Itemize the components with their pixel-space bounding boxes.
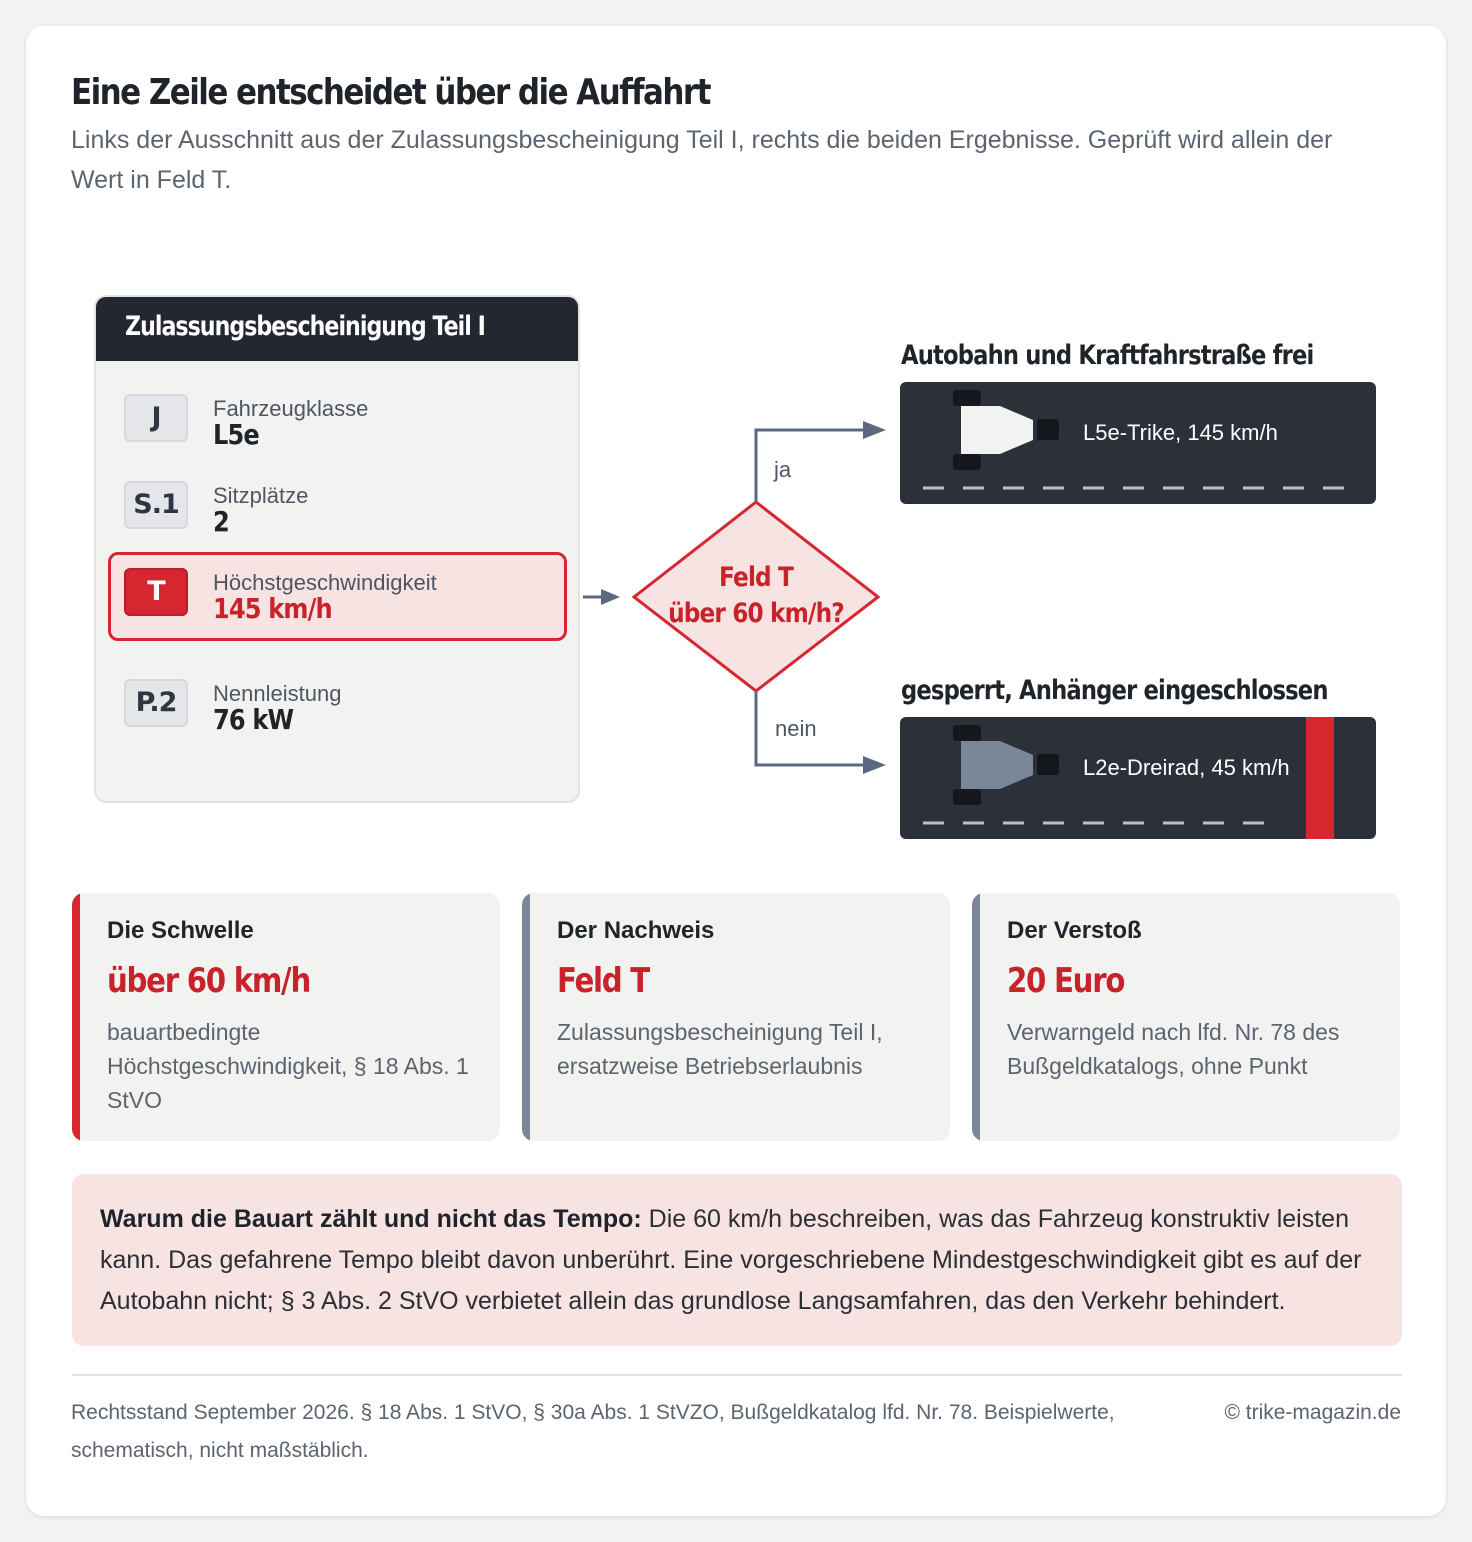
stat-description: Verwarngeld nach lfd. Nr. 78 des Bußgeldkatalogs, ohne Punkt	[1007, 1019, 1340, 1079]
stat-value: über 60 km/h	[107, 961, 310, 1001]
field-code-p2: P.2	[124, 679, 188, 727]
decision-line-1: Feld T	[718, 562, 794, 593]
stat-card-threshold	[72, 893, 500, 1141]
field-code-t: T	[124, 568, 188, 616]
field-value-fahrzeugklasse: L5e	[213, 418, 259, 451]
stat-card-violation	[972, 893, 1400, 1141]
stat-accent-bar	[972, 893, 980, 1141]
field-label-hoechstgeschwindigkeit: Höchstgeschwindigkeit	[213, 570, 437, 595]
field-code-s1: S.1	[124, 481, 188, 529]
page-subtitle: Links der Ausschnitt aus der Zulassungsbescheinigung Teil I, rechts die beiden Ergebnisse. Geprüft wird allein der Wert in Feld T.	[71, 126, 1333, 194]
road-blocked	[900, 717, 1376, 839]
stat-accent-bar	[72, 893, 80, 1141]
vehicle-label-trike: L5e-Trike, 145 km/h	[1083, 420, 1278, 445]
field-label-nennleistung: Nennleistung	[213, 681, 342, 706]
document-title: Zulassungsbescheinigung Teil I	[125, 311, 485, 342]
no-label: nein	[775, 716, 817, 741]
stat-description: Zulassungsbescheinigung Teil I, ersatzweise Betriebserlaubnis	[557, 1019, 883, 1079]
stat-label: Die Schwelle	[107, 917, 254, 944]
stat-value: 20 Euro	[1007, 961, 1125, 1001]
field-value-nennleistung: 76 kW	[213, 703, 294, 736]
road-open	[900, 382, 1376, 504]
stat-description: bauartbedingte Höchstgeschwindigkeit, § 18 Abs. 1 StVO	[107, 1019, 469, 1113]
outcome-yes-title: Autobahn und Kraftfahrstraße frei	[901, 340, 1314, 371]
stat-label: Der Nachweis	[557, 917, 715, 944]
field-label-sitzplaetze: Sitzplätze	[213, 483, 309, 508]
footer-copyright: © trike-magazin.de	[1224, 1401, 1401, 1424]
page-title: Eine Zeile entscheidet über die Auffahrt	[71, 72, 710, 113]
yes-label: ja	[774, 457, 792, 482]
outcome-no-title: gesperrt, Anhänger eingeschlossen	[901, 675, 1328, 706]
barrier-icon	[1306, 717, 1334, 839]
decision-line-2: über 60 km/h?	[668, 598, 844, 629]
stat-card-proof	[522, 893, 950, 1141]
explanation-note	[72, 1174, 1402, 1346]
field-label-fahrzeugklasse: Fahrzeugklasse	[213, 396, 369, 421]
note-lead: Warum die Bauart zählt und nicht das Tempo:	[100, 1205, 642, 1233]
field-value-sitzplaetze: 2	[213, 505, 229, 538]
vehicle-label-dreirad: L2e-Dreirad, 45 km/h	[1083, 755, 1290, 780]
footer-source: Rechtsstand September 2026. § 18 Abs. 1 StVO, § 30a Abs. 1 StVZO, Bußgeldkatalog lfd. Nr. 78. Beispielwerte, schematisch, nicht maßstäblich.	[71, 1401, 1115, 1462]
stat-accent-bar	[522, 893, 530, 1141]
stat-label: Der Verstoß	[1007, 917, 1142, 944]
decision-text	[640, 560, 872, 632]
field-value-hoechstgeschwindigkeit: 145 km/h	[213, 592, 332, 625]
note-text: Die 60 km/h beschreiben, was das Fahrzeug konstruktiv leisten kann. Das gefahrene Tempo bleibt davon unberührt. Eine vorgeschriebene Mindestgeschwindigkeit gibt es auf der Autobahn nicht; § 3 Abs. 2 StVO verbietet allein das grundlose Langsamfahren, das den Verkehr behindert.	[100, 1205, 1362, 1315]
field-code-j: J	[124, 394, 188, 442]
footer-divider	[72, 1374, 1402, 1376]
arrow-field-to-decision	[583, 589, 620, 605]
stat-value: Feld T	[557, 961, 649, 1001]
